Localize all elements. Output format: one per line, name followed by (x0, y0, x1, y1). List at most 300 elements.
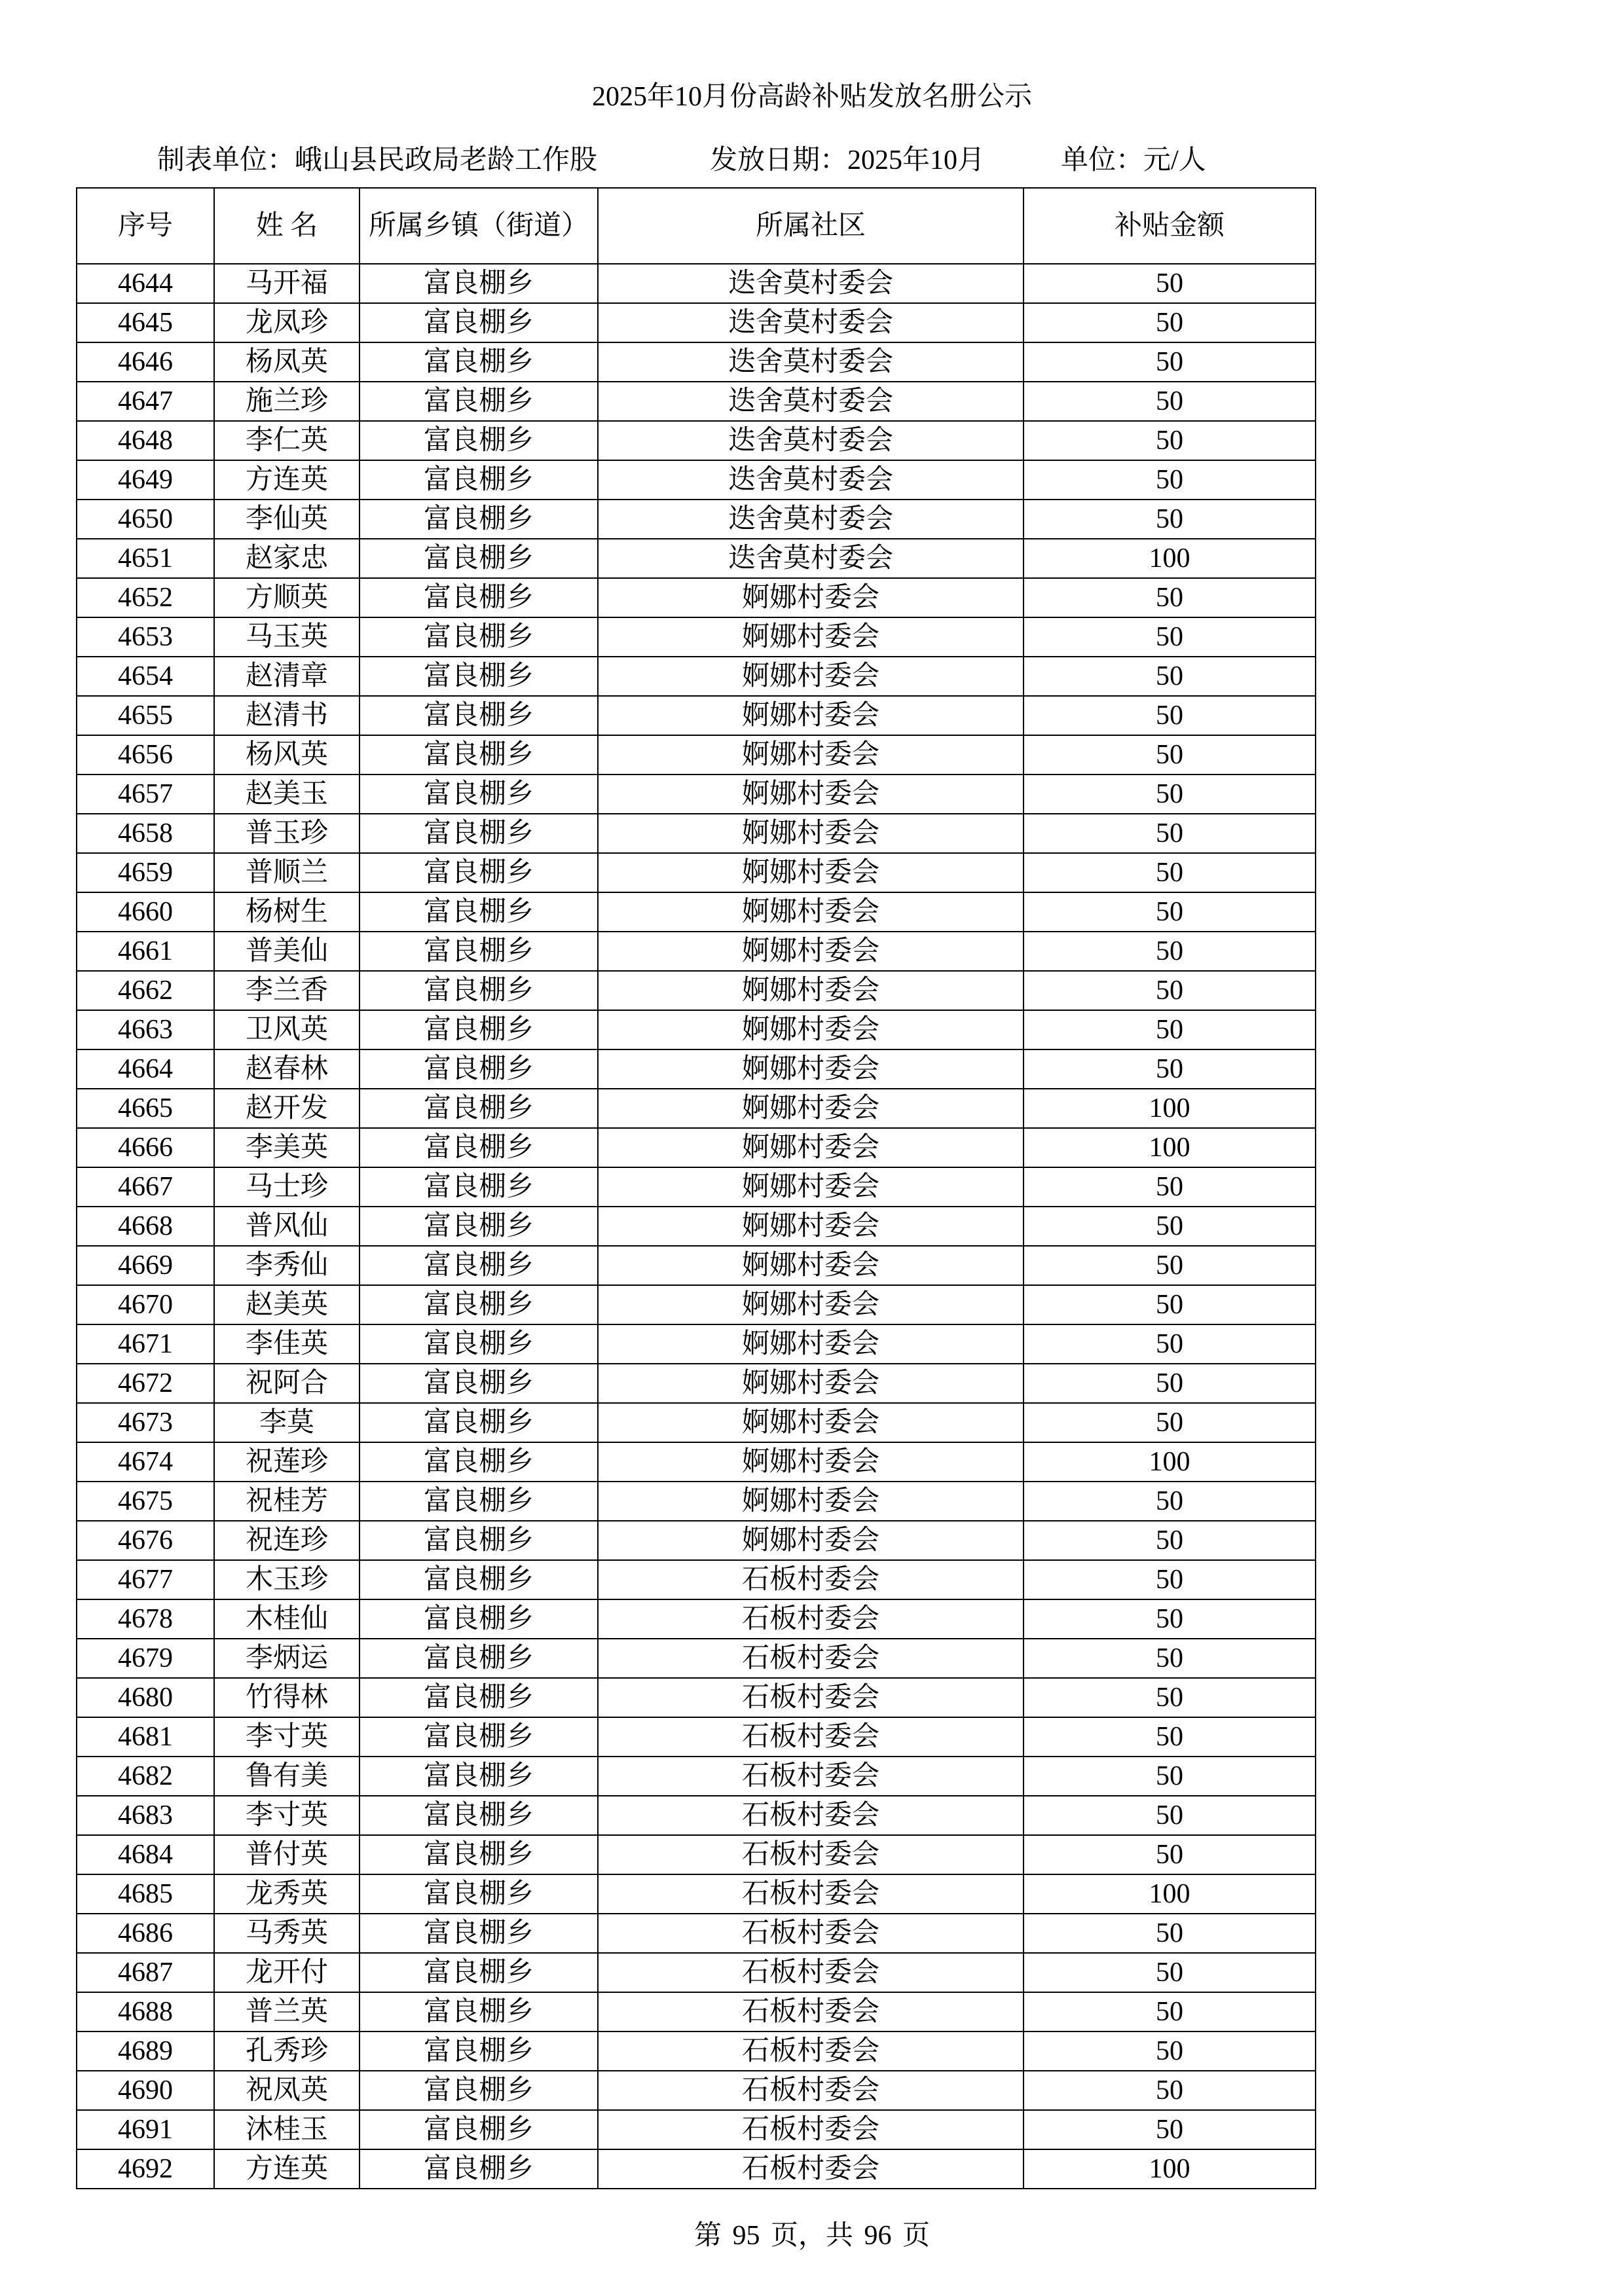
row-name: 普美仙 (214, 932, 360, 971)
row-amount: 50 (1024, 578, 1316, 617)
row-index: 4669 (77, 1246, 214, 1285)
row-index: 4656 (77, 735, 214, 774)
table-row (77, 1874, 1316, 1914)
row-name: 普风仙 (214, 1207, 360, 1246)
row-community: 石板村委会 (598, 1953, 1024, 1992)
row-name: 李莫 (214, 1403, 360, 1442)
col-header-index: 序号 (77, 188, 214, 264)
row-amount: 50 (1024, 1914, 1316, 1953)
row-community: 迭舍莫村委会 (598, 539, 1024, 578)
row-community: 石板村委会 (598, 1835, 1024, 1874)
row-township: 富良棚乡 (360, 1403, 598, 1442)
row-community: 婀娜村委会 (598, 853, 1024, 892)
table-row (77, 1678, 1316, 1717)
table-row (77, 1128, 1316, 1167)
row-amount: 50 (1024, 853, 1316, 892)
row-township: 富良棚乡 (360, 264, 598, 303)
row-amount: 100 (1024, 1442, 1316, 1482)
table-row (77, 1796, 1316, 1835)
row-amount: 50 (1024, 1521, 1316, 1560)
row-township: 富良棚乡 (360, 1914, 598, 1953)
row-township: 富良棚乡 (360, 657, 598, 696)
row-index: 4668 (77, 1207, 214, 1246)
row-community: 迭舍莫村委会 (598, 342, 1024, 382)
row-index: 4663 (77, 1010, 214, 1049)
row-township: 富良棚乡 (360, 1757, 598, 1796)
row-community: 婀娜村委会 (598, 1403, 1024, 1442)
row-amount: 50 (1024, 2032, 1316, 2071)
row-amount: 50 (1024, 1992, 1316, 2032)
row-index: 4677 (77, 1560, 214, 1599)
row-township: 富良棚乡 (360, 814, 598, 853)
table-row (77, 1089, 1316, 1128)
row-amount: 50 (1024, 1639, 1316, 1678)
row-amount: 50 (1024, 1207, 1316, 1246)
row-index: 4680 (77, 1678, 214, 1717)
row-amount: 50 (1024, 892, 1316, 932)
row-index: 4687 (77, 1953, 214, 1992)
row-name: 赵清书 (214, 696, 360, 735)
row-township: 富良棚乡 (360, 1560, 598, 1599)
row-name: 木玉珍 (214, 1560, 360, 1599)
row-township: 富良棚乡 (360, 342, 598, 382)
row-community: 婀娜村委会 (598, 696, 1024, 735)
row-township: 富良棚乡 (360, 853, 598, 892)
row-township: 富良棚乡 (360, 539, 598, 578)
table-row (77, 1639, 1316, 1678)
table-row (77, 303, 1316, 342)
row-amount: 50 (1024, 1835, 1316, 1874)
row-township: 富良棚乡 (360, 382, 598, 421)
row-amount: 50 (1024, 735, 1316, 774)
row-township: 富良棚乡 (360, 1285, 598, 1324)
row-amount: 50 (1024, 500, 1316, 539)
row-community: 石板村委会 (598, 1599, 1024, 1639)
row-amount: 100 (1024, 1874, 1316, 1914)
row-index: 4662 (77, 971, 214, 1010)
col-header-name: 姓 名 (214, 188, 360, 264)
row-name: 马开福 (214, 264, 360, 303)
table-row (77, 1010, 1316, 1049)
row-amount: 50 (1024, 932, 1316, 971)
row-community: 婀娜村委会 (598, 892, 1024, 932)
row-index: 4688 (77, 1992, 214, 2032)
row-name: 沐桂玉 (214, 2110, 360, 2149)
row-community: 石板村委会 (598, 1560, 1024, 1599)
row-index: 4684 (77, 1835, 214, 1874)
row-township: 富良棚乡 (360, 2149, 598, 2189)
row-township: 富良棚乡 (360, 617, 598, 657)
row-index: 4650 (77, 500, 214, 539)
currency-unit: 单位：元/人 (1061, 145, 1206, 175)
row-name: 普付英 (214, 1835, 360, 1874)
row-community: 婀娜村委会 (598, 1285, 1024, 1324)
row-community: 婀娜村委会 (598, 1246, 1024, 1285)
row-community: 石板村委会 (598, 1914, 1024, 1953)
subsidy-table (76, 187, 1316, 2189)
row-name: 李寸英 (214, 1717, 360, 1757)
row-index: 4658 (77, 814, 214, 853)
row-index: 4655 (77, 696, 214, 735)
table-row (77, 382, 1316, 421)
row-township: 富良棚乡 (360, 971, 598, 1010)
row-community: 婀娜村委会 (598, 1324, 1024, 1364)
row-amount: 50 (1024, 1599, 1316, 1639)
row-index: 4664 (77, 1049, 214, 1089)
table-row (77, 539, 1316, 578)
table-row (77, 2032, 1316, 2071)
row-township: 富良棚乡 (360, 1324, 598, 1364)
row-township: 富良棚乡 (360, 578, 598, 617)
row-township: 富良棚乡 (360, 460, 598, 500)
row-index: 4692 (77, 2149, 214, 2189)
row-township: 富良棚乡 (360, 735, 598, 774)
row-amount: 50 (1024, 303, 1316, 342)
col-header-township: 所属乡镇（街道） (360, 188, 598, 264)
row-amount: 50 (1024, 1324, 1316, 1364)
col-header-amount: 补贴金额 (1024, 188, 1316, 264)
row-name: 普玉珍 (214, 814, 360, 853)
col-header-community: 所属社区 (598, 188, 1024, 264)
row-community: 婀娜村委会 (598, 932, 1024, 971)
row-township: 富良棚乡 (360, 500, 598, 539)
table-row (77, 460, 1316, 500)
row-name: 李秀仙 (214, 1246, 360, 1285)
table-row (77, 1521, 1316, 1560)
row-community: 迭舍莫村委会 (598, 500, 1024, 539)
row-amount: 100 (1024, 1089, 1316, 1128)
row-township: 富良棚乡 (360, 1599, 598, 1639)
row-township: 富良棚乡 (360, 2110, 598, 2149)
row-name: 李佳英 (214, 1324, 360, 1364)
row-township: 富良棚乡 (360, 1167, 598, 1207)
table-row (77, 853, 1316, 892)
row-index: 4691 (77, 2110, 214, 2149)
row-community: 婀娜村委会 (598, 1364, 1024, 1403)
row-index: 4648 (77, 421, 214, 460)
row-community: 婀娜村委会 (598, 735, 1024, 774)
row-name: 祝阿合 (214, 1364, 360, 1403)
row-community: 石板村委会 (598, 2071, 1024, 2110)
row-community: 迭舍莫村委会 (598, 421, 1024, 460)
row-township: 富良棚乡 (360, 2032, 598, 2071)
row-index: 4683 (77, 1796, 214, 1835)
row-amount: 50 (1024, 460, 1316, 500)
row-community: 婀娜村委会 (598, 657, 1024, 696)
row-amount: 50 (1024, 657, 1316, 696)
row-index: 4685 (77, 1874, 214, 1914)
row-index: 4666 (77, 1128, 214, 1167)
row-amount: 50 (1024, 1796, 1316, 1835)
row-name: 祝连珍 (214, 1521, 360, 1560)
row-community: 婀娜村委会 (598, 1167, 1024, 1207)
table-row (77, 1757, 1316, 1796)
row-name: 施兰珍 (214, 382, 360, 421)
row-community: 婀娜村委会 (598, 1128, 1024, 1167)
table-header-row (77, 188, 1316, 264)
table-row (77, 1324, 1316, 1364)
table-row (77, 1482, 1316, 1521)
row-amount: 50 (1024, 382, 1316, 421)
row-index: 4676 (77, 1521, 214, 1560)
table-row (77, 1442, 1316, 1482)
row-amount: 100 (1024, 1128, 1316, 1167)
table-row (77, 1167, 1316, 1207)
row-community: 婀娜村委会 (598, 578, 1024, 617)
row-community: 石板村委会 (598, 2149, 1024, 2189)
table-row (77, 1364, 1316, 1403)
row-amount: 50 (1024, 1717, 1316, 1757)
row-amount: 50 (1024, 1010, 1316, 1049)
row-name: 李兰香 (214, 971, 360, 1010)
row-index: 4678 (77, 1599, 214, 1639)
row-name: 赵家忠 (214, 539, 360, 578)
table-row (77, 1560, 1316, 1599)
row-index: 4672 (77, 1364, 214, 1403)
row-township: 富良棚乡 (360, 1089, 598, 1128)
row-index: 4652 (77, 578, 214, 617)
table-row (77, 774, 1316, 814)
row-township: 富良棚乡 (360, 421, 598, 460)
row-name: 李寸英 (214, 1796, 360, 1835)
table-row (77, 1049, 1316, 1089)
issue-date: 发放日期：2025年10月 (710, 145, 986, 175)
row-index: 4667 (77, 1167, 214, 1207)
row-index: 4661 (77, 932, 214, 971)
table-row (77, 1835, 1316, 1874)
row-amount: 50 (1024, 264, 1316, 303)
row-index: 4665 (77, 1089, 214, 1128)
row-amount: 50 (1024, 1285, 1316, 1324)
row-township: 富良棚乡 (360, 1482, 598, 1521)
row-community: 迭舍莫村委会 (598, 303, 1024, 342)
row-amount: 50 (1024, 617, 1316, 657)
row-amount: 50 (1024, 1403, 1316, 1442)
table-row (77, 1914, 1316, 1953)
row-name: 竹得林 (214, 1678, 360, 1717)
row-index: 4674 (77, 1442, 214, 1482)
row-community: 婀娜村委会 (598, 1207, 1024, 1246)
row-index: 4670 (77, 1285, 214, 1324)
table-row (77, 500, 1316, 539)
row-name: 祝莲珍 (214, 1442, 360, 1482)
row-index: 4675 (77, 1482, 214, 1521)
row-amount: 50 (1024, 342, 1316, 382)
row-township: 富良棚乡 (360, 1442, 598, 1482)
row-community: 婀娜村委会 (598, 1049, 1024, 1089)
row-index: 4679 (77, 1639, 214, 1678)
row-township: 富良棚乡 (360, 774, 598, 814)
row-community: 婀娜村委会 (598, 774, 1024, 814)
table-row (77, 932, 1316, 971)
row-amount: 50 (1024, 814, 1316, 853)
row-community: 迭舍莫村委会 (598, 264, 1024, 303)
row-name: 赵美英 (214, 1285, 360, 1324)
row-community: 婀娜村委会 (598, 1482, 1024, 1521)
table-row (77, 1403, 1316, 1442)
table-row (77, 421, 1316, 460)
table-row (77, 892, 1316, 932)
row-index: 4644 (77, 264, 214, 303)
row-community: 石板村委会 (598, 1874, 1024, 1914)
row-township: 富良棚乡 (360, 1364, 598, 1403)
row-community: 婀娜村委会 (598, 1010, 1024, 1049)
page-title: 2025年10月份高龄补贴发放名册公示 (591, 82, 1032, 112)
row-index: 4681 (77, 1717, 214, 1757)
row-name: 卫风英 (214, 1010, 360, 1049)
table-row (77, 1207, 1316, 1246)
row-index: 4653 (77, 617, 214, 657)
row-index: 4659 (77, 853, 214, 892)
page-number: 第 95 页，共 96 页 (693, 2221, 930, 2251)
row-community: 婀娜村委会 (598, 1521, 1024, 1560)
row-community: 迭舍莫村委会 (598, 460, 1024, 500)
row-community: 石板村委会 (598, 1678, 1024, 1717)
table-row (77, 1717, 1316, 1757)
row-community: 石板村委会 (598, 2032, 1024, 2071)
table-row (77, 2149, 1316, 2189)
table-row (77, 342, 1316, 382)
row-name: 方连英 (214, 2149, 360, 2189)
row-township: 富良棚乡 (360, 1992, 598, 2032)
table-row (77, 1953, 1316, 1992)
row-township: 富良棚乡 (360, 1128, 598, 1167)
row-index: 4649 (77, 460, 214, 500)
row-amount: 50 (1024, 2110, 1316, 2149)
table-row (77, 617, 1316, 657)
row-name: 龙秀英 (214, 1874, 360, 1914)
row-amount: 50 (1024, 2071, 1316, 2110)
row-name: 马玉英 (214, 617, 360, 657)
row-township: 富良棚乡 (360, 1521, 598, 1560)
row-amount: 50 (1024, 774, 1316, 814)
row-index: 4654 (77, 657, 214, 696)
row-amount: 50 (1024, 1167, 1316, 1207)
row-township: 富良棚乡 (360, 1010, 598, 1049)
issuing-unit: 制表单位：峨山县民政局老龄工作股 (157, 145, 598, 175)
row-community: 婀娜村委会 (598, 617, 1024, 657)
row-name: 祝桂芳 (214, 1482, 360, 1521)
table-row (77, 971, 1316, 1010)
row-name: 木桂仙 (214, 1599, 360, 1639)
table-row (77, 657, 1316, 696)
row-name: 李炳运 (214, 1639, 360, 1678)
row-name: 马士珍 (214, 1167, 360, 1207)
row-name: 李仁英 (214, 421, 360, 460)
table-row (77, 1599, 1316, 1639)
row-amount: 50 (1024, 1953, 1316, 1992)
row-index: 4673 (77, 1403, 214, 1442)
row-township: 富良棚乡 (360, 1678, 598, 1717)
row-community: 石板村委会 (598, 1757, 1024, 1796)
row-amount: 50 (1024, 1757, 1316, 1796)
row-township: 富良棚乡 (360, 1953, 598, 1992)
table-row (77, 735, 1316, 774)
row-amount: 50 (1024, 421, 1316, 460)
row-amount: 50 (1024, 1482, 1316, 1521)
row-name: 杨风英 (214, 735, 360, 774)
row-township: 富良棚乡 (360, 1835, 598, 1874)
row-name: 孔秀珍 (214, 2032, 360, 2071)
row-township: 富良棚乡 (360, 932, 598, 971)
row-index: 4690 (77, 2071, 214, 2110)
row-name: 鲁有美 (214, 1757, 360, 1796)
row-township: 富良棚乡 (360, 1717, 598, 1757)
row-name: 龙凤珍 (214, 303, 360, 342)
row-name: 李仙英 (214, 500, 360, 539)
row-township: 富良棚乡 (360, 1639, 598, 1678)
row-index: 4657 (77, 774, 214, 814)
row-amount: 50 (1024, 1246, 1316, 1285)
row-index: 4671 (77, 1324, 214, 1364)
row-township: 富良棚乡 (360, 1207, 598, 1246)
table-row (77, 696, 1316, 735)
row-name: 龙开付 (214, 1953, 360, 1992)
row-amount: 50 (1024, 1364, 1316, 1403)
row-township: 富良棚乡 (360, 696, 598, 735)
row-township: 富良棚乡 (360, 1246, 598, 1285)
row-amount: 50 (1024, 696, 1316, 735)
row-index: 4682 (77, 1757, 214, 1796)
row-name: 杨树生 (214, 892, 360, 932)
row-community: 石板村委会 (598, 1796, 1024, 1835)
row-community: 婀娜村委会 (598, 1089, 1024, 1128)
table-row (77, 1246, 1316, 1285)
row-name: 赵春林 (214, 1049, 360, 1089)
table-body (77, 264, 1316, 2189)
row-name: 祝凤英 (214, 2071, 360, 2110)
row-amount: 50 (1024, 1678, 1316, 1717)
row-name: 李美英 (214, 1128, 360, 1167)
row-index: 4645 (77, 303, 214, 342)
row-name: 赵开发 (214, 1089, 360, 1128)
row-index: 4651 (77, 539, 214, 578)
row-community: 迭舍莫村委会 (598, 382, 1024, 421)
row-community: 婀娜村委会 (598, 1442, 1024, 1482)
table-row (77, 814, 1316, 853)
row-name: 马秀英 (214, 1914, 360, 1953)
table-row (77, 264, 1316, 303)
row-name: 普顺兰 (214, 853, 360, 892)
table-row (77, 1992, 1316, 2032)
row-index: 4689 (77, 2032, 214, 2071)
row-name: 杨凤英 (214, 342, 360, 382)
row-index: 4646 (77, 342, 214, 382)
row-name: 普兰英 (214, 1992, 360, 2032)
row-township: 富良棚乡 (360, 303, 598, 342)
row-community: 石板村委会 (598, 1717, 1024, 1757)
row-amount: 100 (1024, 2149, 1316, 2189)
table-row (77, 1285, 1316, 1324)
row-name: 方连英 (214, 460, 360, 500)
row-name: 赵清章 (214, 657, 360, 696)
row-community: 婀娜村委会 (598, 814, 1024, 853)
row-township: 富良棚乡 (360, 892, 598, 932)
row-community: 石板村委会 (598, 1639, 1024, 1678)
row-township: 富良棚乡 (360, 1049, 598, 1089)
row-township: 富良棚乡 (360, 2071, 598, 2110)
row-amount: 50 (1024, 1560, 1316, 1599)
row-township: 富良棚乡 (360, 1874, 598, 1914)
row-name: 方顺英 (214, 578, 360, 617)
row-community: 婀娜村委会 (598, 971, 1024, 1010)
row-name: 赵美玉 (214, 774, 360, 814)
table-row (77, 578, 1316, 617)
table-row (77, 2071, 1316, 2110)
row-amount: 50 (1024, 971, 1316, 1010)
row-township: 富良棚乡 (360, 1796, 598, 1835)
row-community: 石板村委会 (598, 1992, 1024, 2032)
